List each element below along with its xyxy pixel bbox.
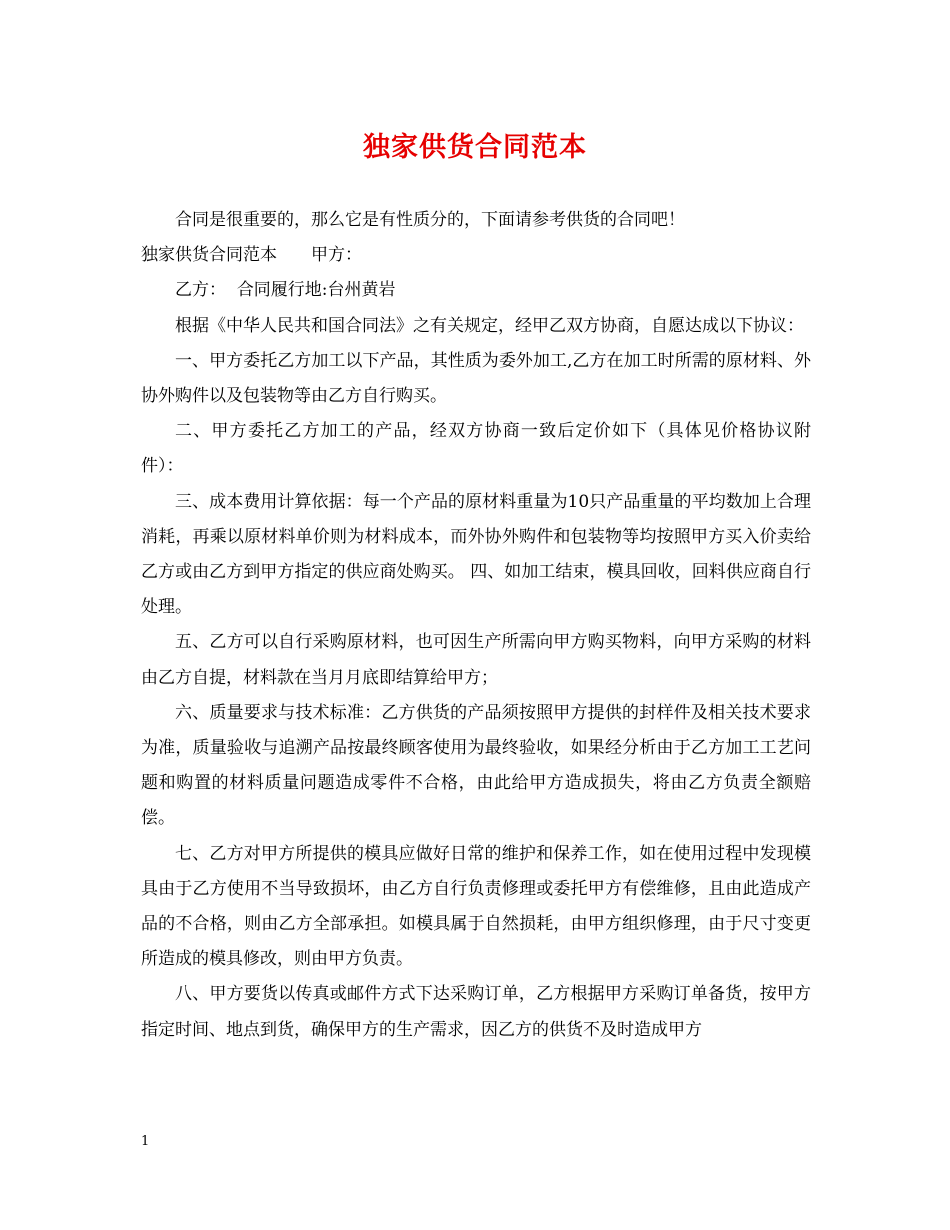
- clause-8: 八、甲方要货以传真或邮件方式下达采购订单，乙方根据甲方采购订单备货，按甲方指定时间、地点到货，确保甲方的生产需求，因乙方的供货不及时造成甲方: [141, 984, 811, 1040]
- clause-1: 一、甲方委托乙方加工以下产品，其性质为委外加工,乙方在加工时所需的原材料、外协外购件以及包装物等由乙方自行购买。: [141, 350, 811, 407]
- place-of-performance: 合同履行地:台州黄岩: [236, 280, 396, 301]
- clause-7: 七、乙方对甲方所提供的模具应做好日常的维护和保养工作，如在使用过程中发现模具由于乙方使用不当导致损坏，由乙方自行负责修理或委托甲方有偿维修，且由此造成产品的不合格，则由乙方全部承担。如模具属于自然损耗，由甲方组织修理，由于尺寸变更所造成的模具修改，则由甲方负责。: [141, 843, 811, 970]
- party-b-line: [141, 273, 811, 308]
- contract-name: 独家供货合同范本: [141, 245, 277, 266]
- clause-3-4: 三、成本费用计算依据：每一个产品的原材料重量为10只产品重量的平均数加上合理消耗，再乘以原材料单价则为材料成本，而外协外购件和包装物等均按照甲方买入价卖给乙方或由乙方到甲方指定的供应商处购买。 四、如加工结束，模具回收，回料供应商自行处理。: [141, 491, 811, 618]
- document-title: 独家供货合同范本: [363, 132, 587, 163]
- header-line: [141, 238, 811, 273]
- intro-paragraph: 合同是很重要的，那么它是有性质分的，下面请参考供货的合同吧！: [175, 210, 685, 230]
- clause-5: 五、乙方可以自行采购原材料，也可因生产所需向甲方购买物料，向甲方采购的材料由乙方自提，材料款在当月月底即结算给甲方；: [141, 632, 811, 688]
- party-b-label: 乙方：: [175, 280, 226, 301]
- clause-6: 六、质量要求与技术标准：乙方供货的产品须按照甲方提供的封样件及相关技术要求为准，质量验收与追溯产品按最终顾客使用为最终验收，如果经分析由于乙方加工工艺问题和购置的材料质量问题造成零件不合格，由此给甲方造成损失，将由乙方负责全额赔偿。: [141, 702, 811, 829]
- clause-2: 二、甲方委托乙方加工的产品，经双方协商一致后定价如下（具体见价格协议附件）：: [141, 421, 811, 477]
- party-a-label: 甲方：: [311, 245, 362, 266]
- basis-paragraph: 根据《中华人民共和国合同法》之有关规定，经甲乙双方协商，自愿达成以下协议：: [175, 315, 804, 336]
- document-body: [141, 203, 811, 1048]
- page-number: 1: [141, 1134, 150, 1149]
